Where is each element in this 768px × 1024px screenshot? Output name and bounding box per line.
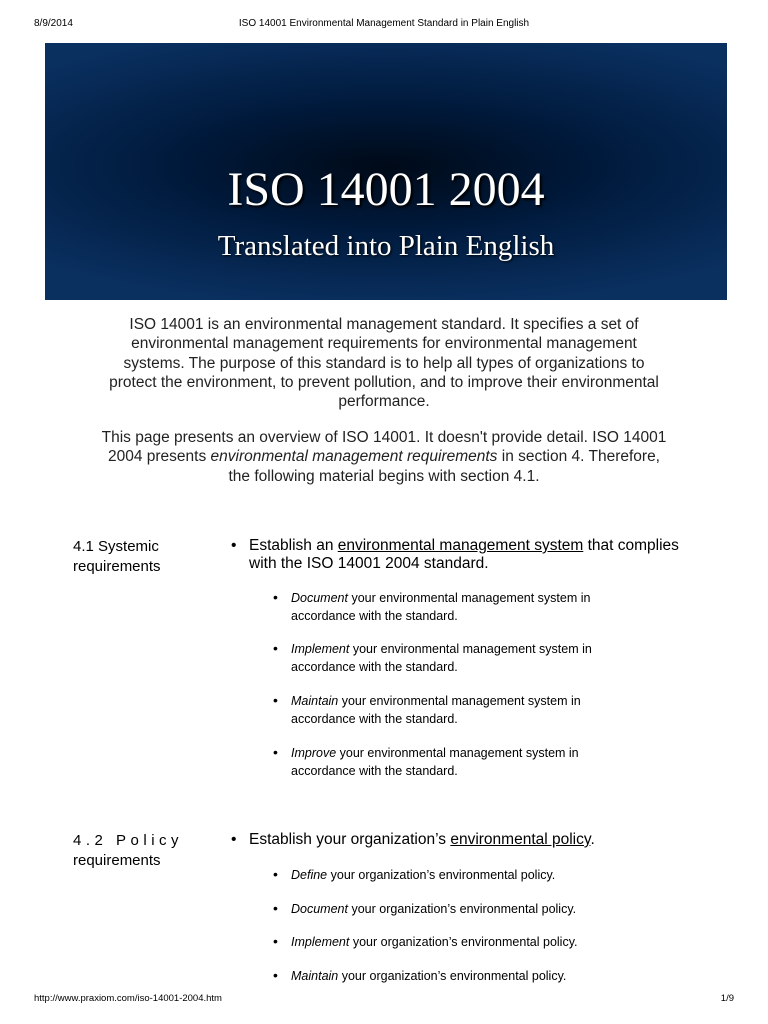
print-header bbox=[34, 18, 734, 32]
sub-bullet-verb: Improve bbox=[291, 746, 337, 760]
sub-bullet bbox=[273, 693, 621, 728]
sub-bullet-text: your environmental management system in accordance with the standard. bbox=[291, 746, 579, 778]
bullet-dot: • bbox=[273, 640, 278, 656]
page-number: 1/9 bbox=[720, 993, 734, 1004]
bullet-dot: • bbox=[273, 866, 278, 882]
bullet-dot: • bbox=[273, 692, 278, 708]
sub-bullet-verb: Document bbox=[291, 591, 348, 605]
sub-bullet bbox=[273, 590, 621, 625]
sub-bullet-verb: Maintain bbox=[291, 969, 339, 983]
overview-paragraph bbox=[100, 428, 668, 486]
banner-title: ISO 14001 2004 bbox=[227, 163, 545, 216]
sub-bullet-verb: Maintain bbox=[291, 694, 339, 708]
sub-bullet-verb: Implement bbox=[291, 935, 350, 949]
sub-bullet-verb: Define bbox=[291, 868, 328, 882]
overview-text-b: in section 4. Therefore, the following material begins with section 4.1. bbox=[228, 448, 660, 485]
sub-bullet-text: your environmental management system in accordance with the standard. bbox=[291, 694, 581, 726]
section-label-4-2 bbox=[73, 831, 203, 870]
bullet-dot: • bbox=[273, 967, 278, 983]
main-bullet-4-2 bbox=[231, 831, 689, 849]
source-url: http://www.praxiom.com/iso-14001-2004.htm bbox=[34, 993, 222, 1004]
section-label-line1: 4.2 Policy bbox=[73, 832, 184, 849]
print-title: ISO 14001 Environmental Management Standard in Plain English bbox=[238, 18, 530, 29]
sub-bullet bbox=[273, 641, 621, 676]
section-label-line2: requirements bbox=[73, 851, 161, 869]
print-footer bbox=[34, 993, 734, 1007]
sub-bullet bbox=[273, 745, 621, 780]
sub-bullet-text: your organization’s environmental policy. bbox=[338, 969, 567, 983]
bullet-dot: • bbox=[231, 831, 237, 848]
print-date: 8/9/2014 bbox=[34, 18, 73, 29]
overview-text-a: This page presents an overview of ISO 14001. It doesn't provide detail. ISO 14001 2004 presents bbox=[101, 429, 667, 466]
bullet-dot: • bbox=[273, 933, 278, 949]
sub-bullet-text: your environmental management system in accordance with the standard. bbox=[291, 642, 592, 674]
main-bullet-4-1 bbox=[231, 537, 689, 573]
sub-bullet-text: your organization’s environmental policy. bbox=[349, 935, 578, 949]
sub-bullet-text: your organization’s environmental policy. bbox=[347, 902, 577, 916]
bullet-dot: • bbox=[231, 537, 237, 554]
sub-bullet bbox=[273, 901, 621, 919]
sub-bullet bbox=[273, 934, 621, 952]
sub-bullet bbox=[273, 867, 621, 885]
bullet-dot: • bbox=[273, 589, 278, 605]
sub-bullet-text: your organization’s environmental policy. bbox=[327, 868, 556, 882]
sub-bullet-text: your environmental management system in accordance with the standard. bbox=[291, 591, 591, 623]
sub-bullet-verb: Implement bbox=[291, 642, 350, 656]
intro-paragraph: ISO 14001 is an environmental management standard. It specifies a set of environmental management requirements for environmental management systems. The purpose of this standard is to help all types of organizations to protect the environment, to prevent pollution, and to improve their environmental performance. bbox=[109, 316, 659, 411]
environmental-policy-link[interactable]: environmental policy bbox=[450, 831, 591, 848]
section-label-4-1: 4.1 Systemic requirements bbox=[73, 538, 161, 575]
sub-bullet-verb: Document bbox=[291, 902, 348, 916]
overview-emphasis: environmental management requirements bbox=[210, 448, 498, 466]
bullet-dot: • bbox=[273, 744, 278, 760]
banner-subtitle: Translated into Plain English bbox=[217, 230, 555, 262]
sub-bullet bbox=[273, 968, 621, 986]
main-bullet-text: Establish your organization’s bbox=[249, 831, 451, 848]
title-banner bbox=[45, 43, 727, 300]
ems-link[interactable]: environmental management system bbox=[337, 537, 584, 554]
main-bullet-text: Establish an bbox=[249, 537, 338, 554]
main-bullet-text: that complies with the ISO 14001 2004 standard. bbox=[249, 537, 679, 572]
main-bullet-text: . bbox=[590, 831, 595, 848]
bullet-dot: • bbox=[273, 900, 278, 916]
